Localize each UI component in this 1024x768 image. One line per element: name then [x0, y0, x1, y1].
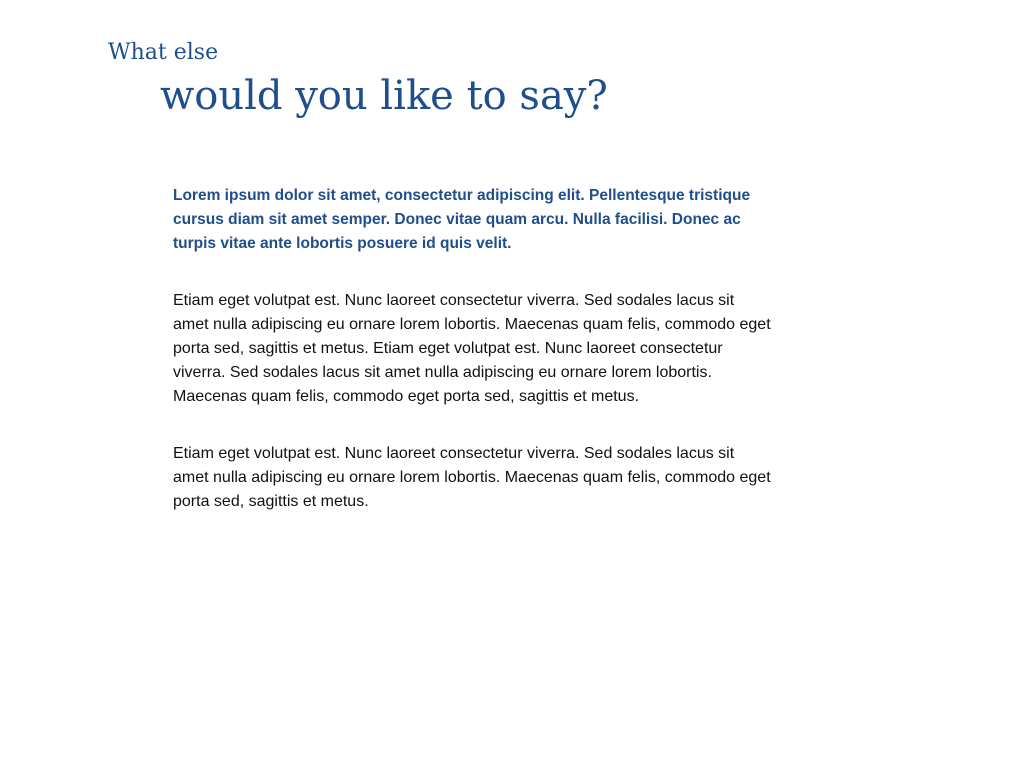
body-paragraph-2: Etiam eget volutpat est. Nunc laoreet consectetur viverra. Sed sodales lacus sit amet nulla adipiscing eu ornare lorem lobortis. Maecenas quam felis, commodo eget porta sed, sagittis et metus. [173, 445, 771, 510]
lead-paragraph: Lorem ipsum dolor sit amet, consectetur adipiscing elit. Pellentesque tristique cursus diam sit amet semper. Donec vitae quam arcu. Nulla facilisi. Donec ac turpis vitae ante lobortis posuere id quis velit. [173, 187, 751, 252]
slide-body [173, 184, 773, 547]
body-paragraph-1: Etiam eget volutpat est. Nunc laoreet consectetur viverra. Sed sodales lacus sit amet nulla adipiscing eu ornare lorem lobortis. Maecenas quam felis, commodo eget porta sed, sagittis et metus. Etiam eget volutpat est. Nunc laoreet consectetur viverra. Sed sodales lacus sit amet nulla adipiscing eu ornare lorem lobortis. Maecenas quam felis, commodo eget porta sed, sagittis et metus. [173, 292, 771, 405]
slide-title-line1: What else [108, 40, 219, 65]
slide-title-line2: would you like to say? [160, 73, 608, 119]
